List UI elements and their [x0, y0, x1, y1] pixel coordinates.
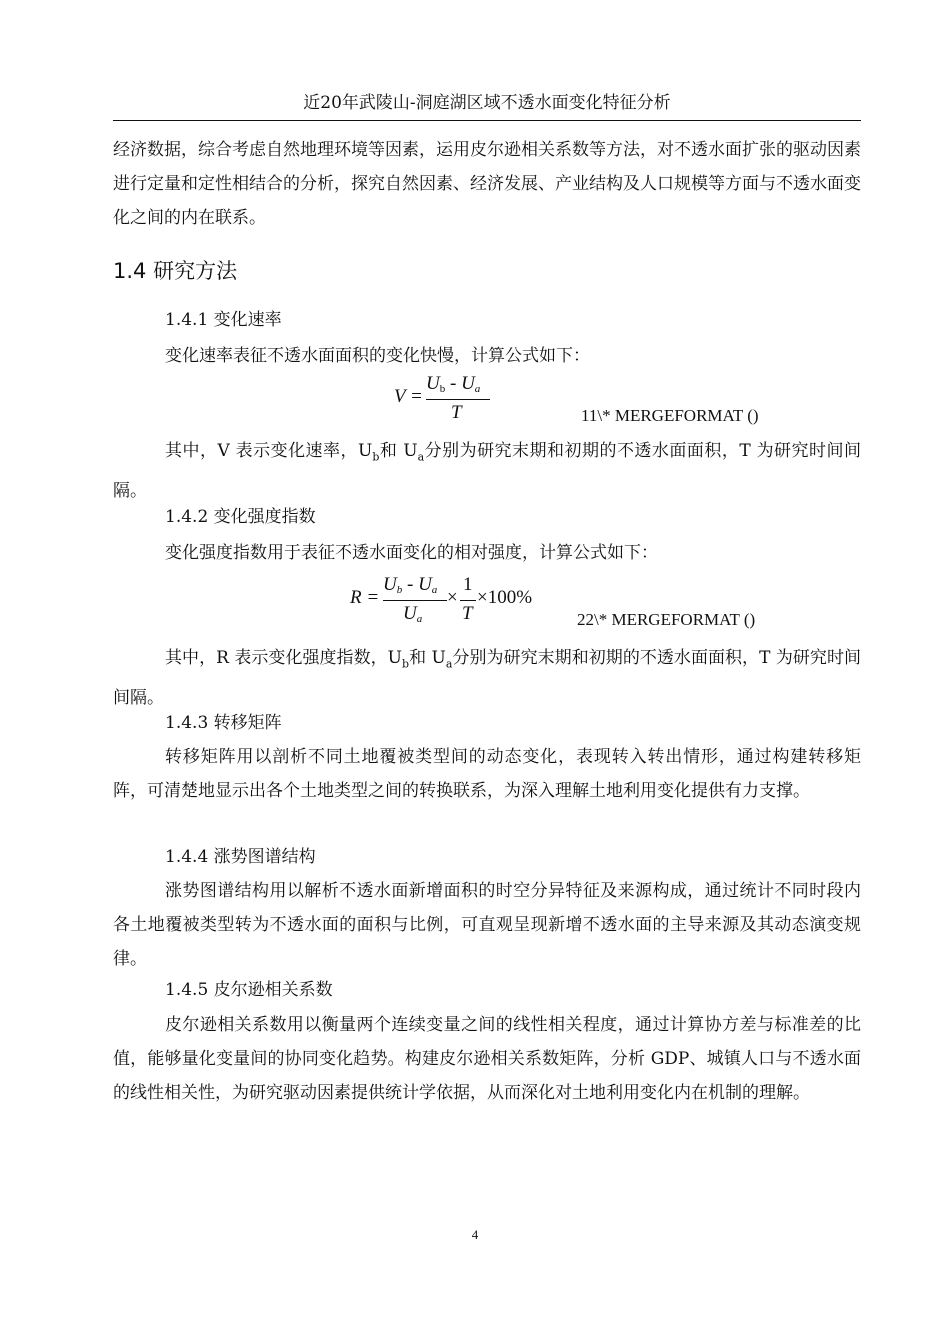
- intensity-index-explanation: 其中，R 表示变化强度指数，$U_b$和 $U_a$分别为研究末期和初期的不透水面面积，T 为研究时间间隔。: [113, 648, 862, 709]
- formula-2-denominator: Ua: [403, 603, 423, 625]
- running-header: 近20年武陵山-洞庭湖区域不透水面变化特征分析: [303, 93, 671, 113]
- formula-2-fraction-bar: [383, 600, 447, 601]
- subsection-heading-intensity-index: 1.4.2 变化强度指数: [165, 507, 316, 527]
- formula-2-times: ×: [447, 587, 458, 608]
- growth-spectrum-paragraph: 涨势图谱结构用以解析不透水面新增面积的时空分异特征及来源构成，通过统计不同时段内各土地覆被类型转为不透水面的面积与比例，可直观呈现新增不透水面的主导来源及其动态演变规律。: [113, 881, 861, 969]
- formula-1-numerator: Ub - Ua: [426, 373, 481, 395]
- subsection-heading-transfer-matrix: 1.4.3 转移矩阵: [165, 713, 282, 733]
- formula-2-denominator-2: T: [462, 603, 473, 624]
- formula-1-denominator: T: [451, 402, 462, 423]
- section-title: 1.4 研究方法: [113, 259, 238, 283]
- subsection-heading-change-rate: 1.4.1 变化速率: [165, 310, 282, 330]
- subsection-heading-pearson: 1.4.5 皮尔逊相关系数: [165, 980, 333, 1000]
- formula-2-tail: ×100%: [477, 587, 533, 608]
- transfer-matrix-paragraph: 转移矩阵用以剖析不同土地覆被类型间的动态变化，表现转入转出情形，通过构建转移矩阵，可清楚地显示出各个土地类型之间的转换联系，为深入理解土地利用变化提供有力支撑。: [113, 747, 861, 801]
- header-divider: [113, 120, 861, 121]
- pearson-paragraph: 皮尔逊相关系数用以衡量两个连续变量之间的线性相关程度，通过计算协方差与标准差的比值，能够量化变量间的协同变化趋势。构建皮尔逊相关系数矩阵，分析 GDP、城镇人口与不透水面的线性相关性，为研究驱动因素提供统计学依据，从而深化对土地利用变化内在机制的理解。: [113, 1015, 861, 1103]
- formula-2-lhs: R =: [350, 587, 380, 608]
- change-rate-explanation: 其中，V 表示变化速率，$U_b$和 $U_a$分别为研究末期和初期的不透水面面积，T 为研究时间间隔。: [113, 441, 861, 502]
- intensity-index-lead: 变化强度指数用于表征不透水面变化的相对强度，计算公式如下：: [165, 543, 658, 563]
- subsection-heading-growth-spectrum: 1.4.4 涨势图谱结构: [165, 847, 316, 867]
- equation-number-2: 22\* MERGEFORMAT (): [577, 610, 756, 629]
- formula-2-fraction-bar-2: [460, 600, 476, 601]
- formula-2-numerator: Ub - Ua: [383, 574, 438, 596]
- formula-1-fraction-bar: [426, 399, 490, 400]
- intro-paragraph: 经济数据，综合考虑自然地理环境等因素，运用皮尔逊相关系数等方法，对不透水面扩张的驱动因素进行定量和定性相结合的分析，探究自然因素、经济发展、产业结构及人口规模等方面与不透水面变化之间的内在联系。: [113, 140, 861, 228]
- formula-2-one: 1: [463, 574, 473, 595]
- formula-1-lhs: V =: [394, 386, 423, 407]
- equation-number-1: 11\* MERGEFORMAT (): [581, 406, 759, 425]
- page-number: 4: [471, 1227, 479, 1242]
- change-rate-lead: 变化速率表征不透水面面积的变化快慢，计算公式如下：: [165, 346, 590, 366]
